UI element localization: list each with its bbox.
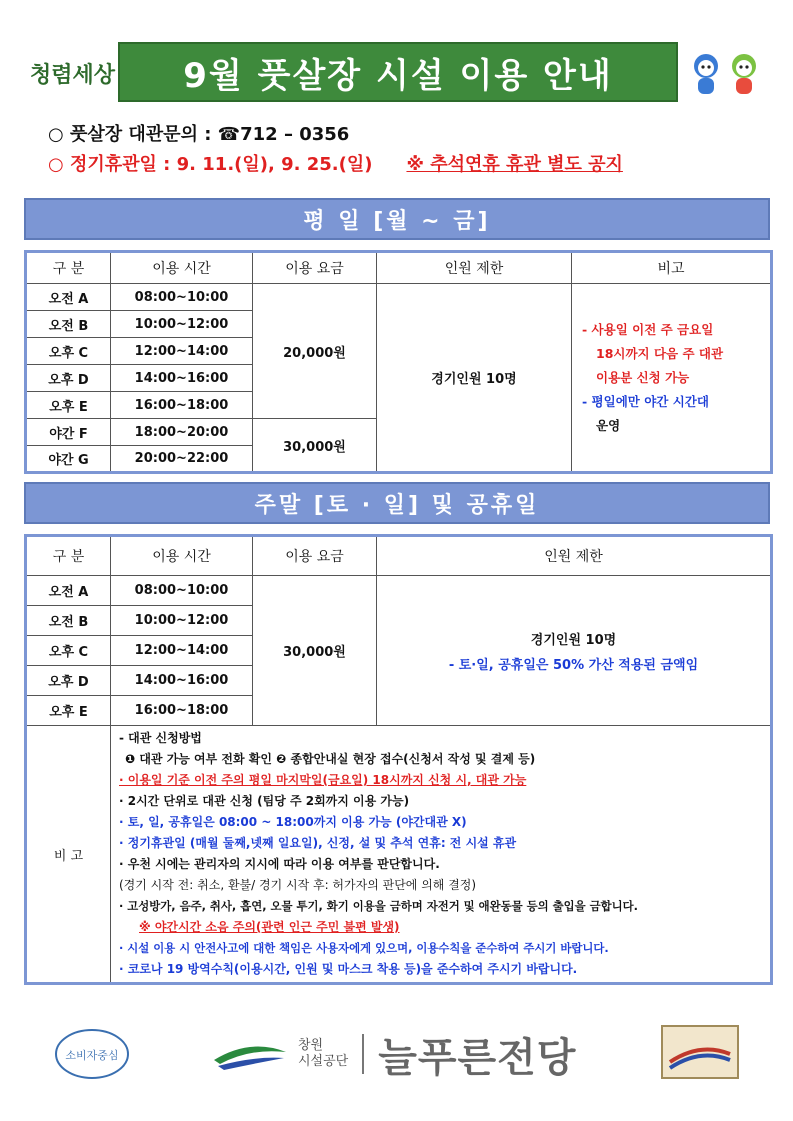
remark-line: ❶ 대관 가능 여부 전화 확인 ❷ 종합안내실 현장 접수(신청서 작성 및 결제 등) — [125, 752, 536, 766]
slot-label: 오전 B — [26, 311, 111, 338]
slot-label: 오후 E — [26, 696, 111, 726]
remark-line: · 우천 시에는 관리자의 지시에 따라 이용 여부를 판단합니다. — [119, 857, 440, 871]
remark-line: 이용분 신청 가능 — [596, 369, 690, 385]
header-fee: 이용 요금 — [253, 252, 377, 284]
remark-line: · 코로나 19 방역수칙(이용시간, 인원 및 마스크 착용 등)을 준수하여 주시기 바랍니다. — [119, 962, 578, 976]
slot-label: 야간 G — [26, 446, 111, 473]
slot-label: 오후 C — [26, 636, 111, 666]
ccm-certification-logo — [52, 1026, 132, 1082]
closure-info — [48, 150, 623, 176]
slot-time: 14:00~16:00 — [111, 666, 253, 696]
slot-label: 오전 A — [26, 284, 111, 311]
remark-line: (경기 시작 전: 취소, 환불/ 경기 시작 후: 허가자의 판단에 의해 결정) — [119, 878, 477, 892]
header-category: 구 분 — [26, 536, 111, 576]
slot-label: 오후 D — [26, 666, 111, 696]
header-capacity: 인원 제한 — [377, 252, 572, 284]
remarks-row — [26, 726, 772, 984]
slot-label: 오전 A — [26, 576, 111, 606]
swoosh-icon — [210, 1034, 290, 1074]
slot-time: 14:00~16:00 — [111, 365, 253, 392]
table-header-row — [26, 252, 772, 284]
footer-divider — [362, 1034, 364, 1074]
weekend-capacity-cell — [377, 576, 772, 726]
org-small-line: 창원 — [298, 1038, 324, 1053]
remark-line: ※ 야간시간 소음 주의(관련 인근 주민 불편 발생) — [139, 920, 400, 934]
weekend-section-title: 주말 [토 · 일] 및 공휴일 — [254, 492, 540, 518]
contact-info: ○ 풋살장 대관문의 : ☎712 – 0356 — [48, 124, 350, 145]
slot-time: 18:00~20:00 — [111, 419, 253, 446]
certification-seal-icon — [660, 1024, 740, 1080]
weekend-fee: 30,000원 — [253, 576, 377, 726]
slot-time: 08:00~10:00 — [111, 576, 253, 606]
slot-label: 야간 F — [26, 419, 111, 446]
remarks-label: 비 고 — [26, 726, 111, 984]
slot-time: 10:00~12:00 — [111, 606, 253, 636]
table-row — [26, 576, 772, 606]
remarks-content — [111, 726, 772, 984]
fee-day: 20,000원 — [253, 284, 377, 419]
slot-label: 오후 C — [26, 338, 111, 365]
capacity: 경기인원 10명 — [377, 284, 572, 473]
slot-time: 20:00~22:00 — [111, 446, 253, 473]
changwon-facilities-logo — [210, 1028, 590, 1080]
slot-time: 08:00~10:00 — [111, 284, 253, 311]
integrity-world-logo — [28, 52, 116, 92]
org-small-line: 시설공단 — [298, 1054, 349, 1069]
remark-line: · 토, 일, 공휴일은 08:00 ~ 18:00까지 이용 가능 (야간대관 X) — [119, 815, 467, 829]
slot-label: 오후 E — [26, 392, 111, 419]
header-time: 이용 시간 — [111, 536, 253, 576]
header-fee: 이용 요금 — [253, 536, 377, 576]
table-row — [26, 284, 772, 311]
weekend-section-bar — [24, 482, 770, 524]
org-name: 늘푸른전당 — [378, 1034, 577, 1081]
slot-label: 오후 D — [26, 365, 111, 392]
org-small-name — [298, 1038, 348, 1070]
chuseok-notice: ※ 추석연휴 휴관 별도 공지 — [406, 154, 623, 175]
header-time: 이용 시간 — [111, 252, 253, 284]
footer — [0, 1018, 793, 1088]
closure-dates: ○ 정기휴관일 : 9. 11.(일), 9. 25.(일) — [48, 154, 373, 175]
weekend-surcharge-note: - 토·일, 공휴일은 50% 가산 적용된 금액임 — [448, 658, 699, 673]
remark-line: 18시까지 다음 주 대관 — [596, 345, 724, 361]
header-remarks: 비고 — [572, 252, 772, 284]
remark-line: - 사용일 이전 주 금요일 — [582, 321, 714, 337]
ccm-text: 소비자중심 — [65, 1049, 119, 1062]
logo-text: 청렴세상 — [30, 63, 116, 88]
remark-line: · 고성방가, 음주, 취사, 흡연, 오물 투기, 화기 이용을 금하며 자전거 및 애완동물 등의 출입을 금합니다. — [119, 899, 638, 913]
header-capacity: 인원 제한 — [377, 536, 772, 576]
remark-line: - 평일에만 야간 시간대 — [582, 393, 709, 409]
page-title: 9월 풋살장 시설 이용 안내 — [183, 55, 613, 96]
remark-line: · 정기휴관일 (매월 둘째,넷째 일요일), 신정, 설 및 추석 연휴: 전 시설 휴관 — [119, 836, 517, 850]
slot-time: 16:00~18:00 — [111, 696, 253, 726]
fee-night: 30,000원 — [253, 419, 377, 473]
page-title-bar — [118, 42, 678, 102]
weekday-table — [24, 250, 773, 474]
remark-line: - 대관 신청방법 — [119, 731, 202, 745]
slot-time: 12:00~14:00 — [111, 636, 253, 666]
remark-line: · 시설 이용 시 안전사고에 대한 책임은 사용자에게 있으며, 이용수칙을 준수하여 주시기 바랍니다. — [119, 941, 609, 955]
slot-time: 12:00~14:00 — [111, 338, 253, 365]
slot-time: 10:00~12:00 — [111, 311, 253, 338]
mascot-characters-icon — [686, 46, 766, 100]
weekday-section-title: 평 일 [월 ~ 금] — [303, 208, 491, 234]
header-category: 구 분 — [26, 252, 111, 284]
remark-line: · 2시간 단위로 대관 신청 (팀당 주 2회까지 이용 가능) — [119, 794, 410, 808]
weekday-section-bar — [24, 198, 770, 240]
weekday-remarks — [572, 284, 772, 473]
remark-line: · 이용일 기준 이전 주의 평일 마지막일(금요일) 18시까지 신청 시, 대관 가능 — [119, 773, 527, 787]
weekend-capacity: 경기인원 10명 — [530, 633, 617, 648]
slot-label: 오전 B — [26, 606, 111, 636]
slot-time: 16:00~18:00 — [111, 392, 253, 419]
weekend-table — [24, 534, 773, 985]
table-header-row — [26, 536, 772, 576]
remark-line: 운영 — [596, 417, 621, 433]
